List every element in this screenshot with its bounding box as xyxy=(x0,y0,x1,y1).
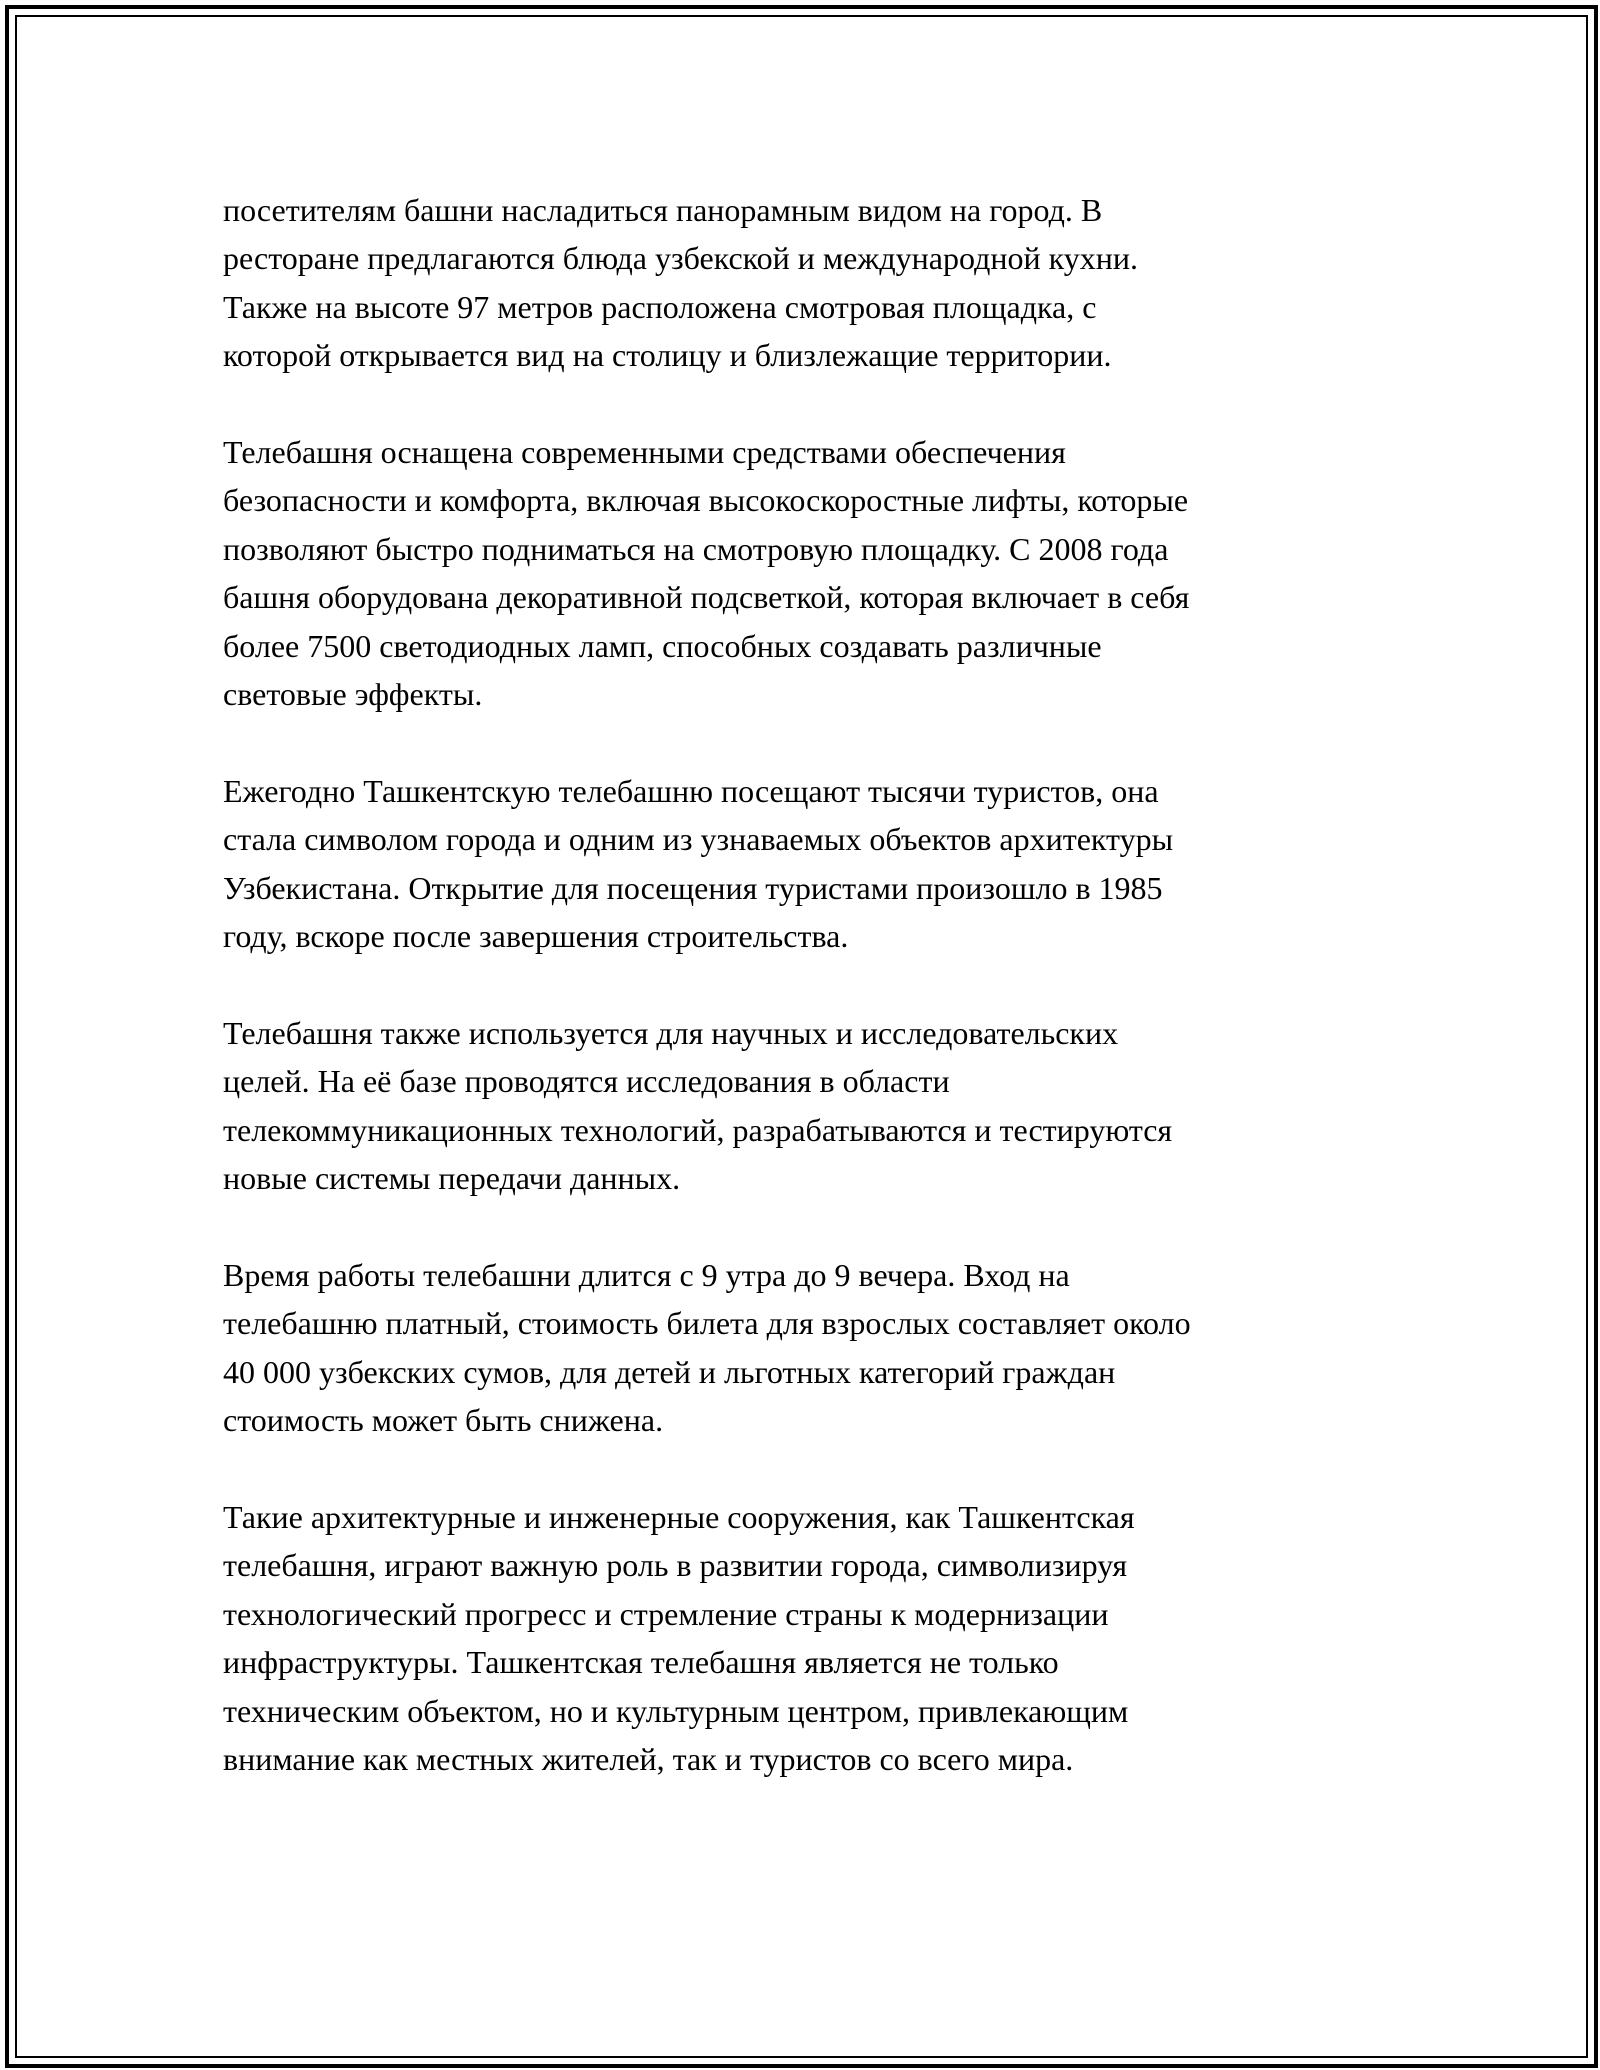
paragraph-restaurant-observation-deck: посетителям башни насладиться панорамным видом на город. В ресторане предлагаются блюда узбекской и международной кухни. Также на высоте 97 метров расположена смотровая площадка, с которой открывается вид на столицу и близлежащие территории. xyxy=(223,192,1138,374)
paragraph-hours-tickets: Время работы телебашни длится с 9 утра до 9 вечера. Вход на телебашню платный, стоимость билета для взрослых составляет около 40 000 узбекских сумов, для детей и льготных категорий граждан стоимость может быть снижена. xyxy=(223,1256,1191,1439)
paragraph-research: Телебашня также используется для научных и исследовательских целей. На её базе проводятся исследования в области телекоммуникационных технологий, разрабатываются и тестируются новые системы передачи данных. xyxy=(223,1014,1173,1197)
paragraph-safety-lighting: Телебашня оснащена современными средствами обеспечения безопасности и комфорта, включая высокоскоростные лифты, которые позволяют быстро подниматься на смотровую площадку. С 2008 года башня оборудована декоративной подсветкой, которая включает в себя более 7500 светодиодных ламп, способных создавать различные световые эффекты. xyxy=(223,434,1190,713)
paragraph-conclusion: Такие архитектурные и инженерные сооружения, как Ташкентская телебашня, играют важную роль в развитии города, символизируя технологический прогресс и стремление страны к модернизации инфраструктуры. Ташкентская телебашня является не только техническим объектом, но и культурным центром, привлекающим внимание как местных жителей, так и туристов со всего мира. xyxy=(223,1498,1135,1777)
paragraph-tourism: Ежегодно Ташкентскую телебашню посещают тысячи туристов, она стала символом города и одним из узнаваемых объектов архитектуры Узбекистана. Открытие для посещения туристами произошло в 1985 году, вскоре после завершения строительства. xyxy=(223,772,1174,955)
document-body xyxy=(223,186,1383,1832)
